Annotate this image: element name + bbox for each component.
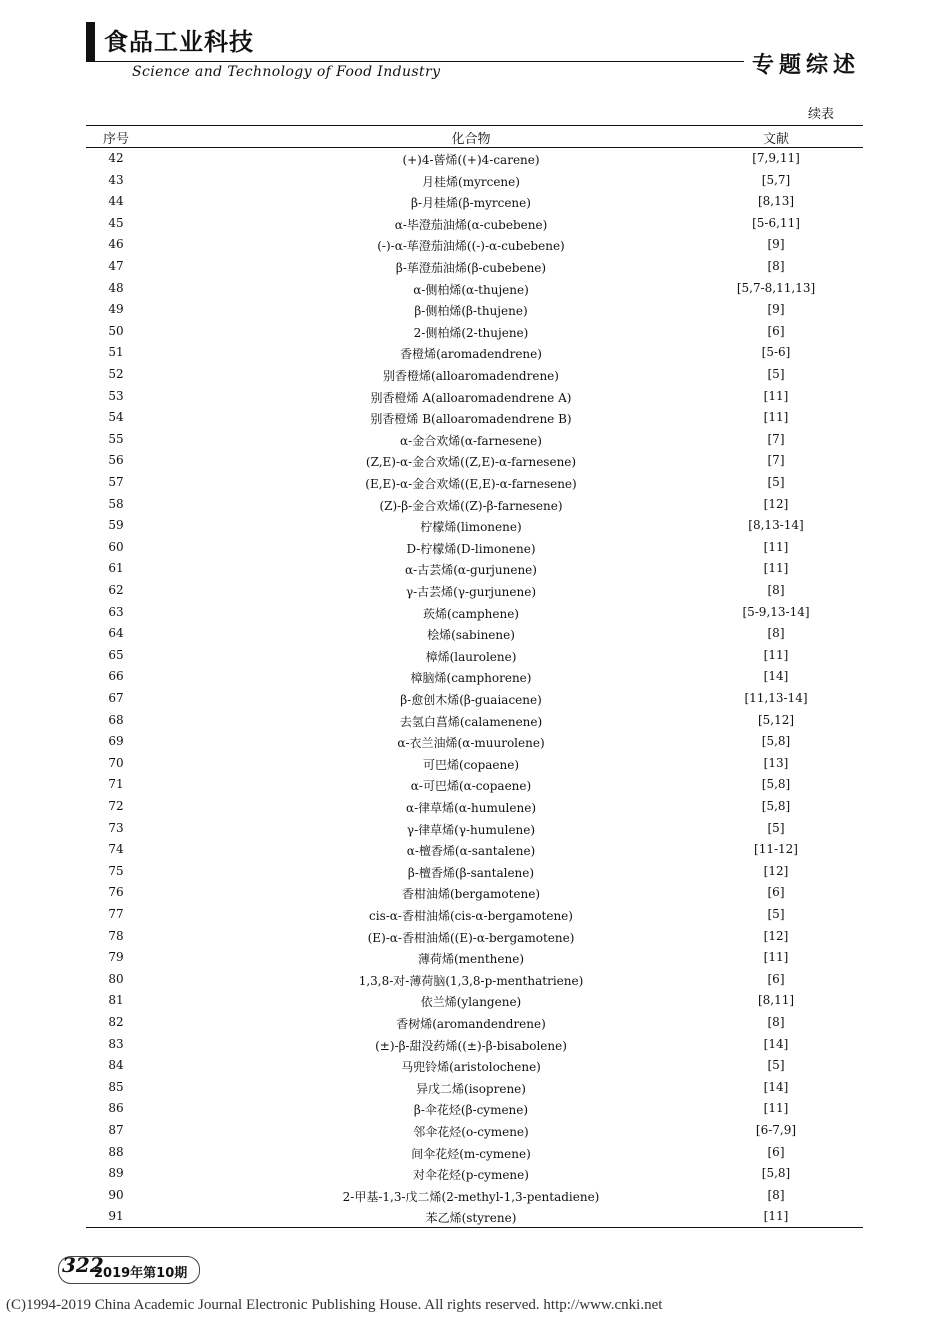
table-row <box>86 904 863 926</box>
table-row <box>86 256 863 278</box>
row-compound: 邻伞花烃(o-cymene) <box>413 1125 529 1139</box>
row-reference: [5,8] <box>761 777 791 792</box>
row-reference: [5,7-8,11,13] <box>736 280 816 295</box>
row-reference: [11-12] <box>754 842 798 857</box>
table-row <box>86 342 863 364</box>
row-compound: 樟脑烯(camphorene) <box>410 671 532 686</box>
table-row <box>86 839 863 861</box>
row-index: 67 <box>108 691 124 705</box>
row-compound: (±)-β-甜没药烯((±)-β-bisabolene) <box>375 1038 567 1053</box>
table-continued-label: 续表 <box>808 107 835 122</box>
table-row <box>86 191 863 213</box>
row-reference: [11] <box>763 539 789 554</box>
row-compound: 去氢白菖烯(calamenene) <box>399 714 543 729</box>
row-index: 65 <box>108 647 124 662</box>
row-compound: β-檀香烯(β-santalene) <box>407 865 535 880</box>
table-row <box>86 1077 863 1099</box>
row-index: 77 <box>108 907 124 921</box>
row-index: 43 <box>108 172 124 187</box>
row-index: 89 <box>108 1166 124 1181</box>
row-index: 45 <box>108 215 124 230</box>
row-reference: [14] <box>763 669 789 684</box>
row-index: 61 <box>108 561 124 576</box>
table-row <box>86 450 863 472</box>
row-index: 46 <box>108 237 124 252</box>
row-index: 59 <box>108 518 124 533</box>
row-index: 52 <box>108 367 124 381</box>
table-row <box>86 299 863 321</box>
table-row <box>86 926 863 948</box>
row-index: 47 <box>108 259 124 273</box>
row-reference: [8] <box>767 626 785 641</box>
header-bar <box>86 22 95 62</box>
table-row <box>86 386 863 408</box>
journal-title-cn: 食品工业科技 <box>104 27 254 56</box>
row-compound: 别香橙烯 B(alloaromadendrene B) <box>370 412 572 427</box>
row-compound: 别香橙烯(alloaromadendrene) <box>383 369 559 383</box>
table-row <box>86 666 863 688</box>
row-reference: [5] <box>767 367 785 381</box>
section-title: 专题综述 <box>752 52 861 78</box>
row-compound: α-毕澄茄油烯(α-cubebene) <box>394 217 548 232</box>
table-row <box>86 623 863 645</box>
table-row <box>86 278 863 300</box>
row-index: 50 <box>108 323 124 338</box>
table-row <box>86 1098 863 1120</box>
row-index: 64 <box>108 626 124 641</box>
row-index: 44 <box>108 194 124 209</box>
table-row <box>86 580 863 602</box>
row-reference: [5-9,13-14] <box>742 604 810 619</box>
row-reference: [5-6,11] <box>752 215 800 230</box>
table-row <box>86 494 863 516</box>
table-row <box>86 234 863 256</box>
row-reference: [6-7,9] <box>755 1123 797 1137</box>
row-compound: 樟烯(laurolene) <box>425 649 517 664</box>
table-row <box>86 861 863 883</box>
row-compound: β-侧柏烯(β-thujene) <box>414 304 528 319</box>
row-compound: 苯乙烯(styrene) <box>425 1211 517 1226</box>
row-reference: [5,7] <box>761 172 791 187</box>
row-reference: [6] <box>767 885 785 900</box>
row-compound: 桧烯(sabinene) <box>427 628 515 643</box>
row-index: 55 <box>108 431 124 446</box>
row-compound: (Z,E)-α-金合欢烯((Z,E)-α-farnesene) <box>365 455 577 470</box>
row-compound: γ-古芸烯(γ-gurjunene) <box>405 585 537 599</box>
row-reference: [5] <box>767 907 785 921</box>
table-row <box>86 796 863 818</box>
row-reference: [9] <box>767 302 785 317</box>
row-reference: [11] <box>763 1101 789 1116</box>
row-reference: [8,13-14] <box>748 518 804 533</box>
table-row <box>86 1142 863 1164</box>
table-row <box>86 818 863 840</box>
table-row <box>86 645 863 667</box>
row-compound: 2-甲基-1,3-戊二烯(2-methyl-1,3-pentadiene) <box>342 1189 600 1204</box>
row-compound: 异戊二烯(isoprene) <box>416 1081 526 1096</box>
row-reference: [12] <box>763 496 789 511</box>
table-row <box>86 688 863 710</box>
row-index: 81 <box>108 993 124 1008</box>
row-compound: 2-侧柏烯(2-thujene) <box>413 325 529 340</box>
row-index: 88 <box>108 1144 124 1159</box>
row-index: 42 <box>108 151 124 165</box>
row-reference: [5] <box>767 475 785 489</box>
copyright-notice: (C)1994-2019 China Academic Journal Electronic Publishing House. All rights reserved. http://www.cnki.net <box>6 1297 663 1313</box>
row-reference: [5-6] <box>761 345 791 360</box>
row-index: 75 <box>108 863 124 878</box>
table-bottom-rule <box>86 1227 863 1228</box>
table-row <box>86 148 863 170</box>
column-header-reference: 文献 <box>762 132 789 147</box>
row-reference: [11] <box>763 1209 789 1224</box>
row-reference: [11] <box>763 647 789 662</box>
table-row <box>86 321 863 343</box>
row-reference: [5,8] <box>761 734 791 749</box>
journal-title-en: Science and Technology of Food Industry <box>132 64 441 80</box>
row-compound: 别香橙烯 A(alloaromadendrene A) <box>370 390 572 405</box>
table-row <box>86 602 863 624</box>
row-compound: (Z)-β-金合欢烯((Z)-β-farnesene) <box>379 498 563 513</box>
row-index: 62 <box>108 583 124 597</box>
table-row <box>86 947 863 969</box>
row-reference: [12] <box>763 928 789 943</box>
row-reference: [8] <box>767 259 785 273</box>
table-row <box>86 170 863 192</box>
column-header-compound: 化合物 <box>451 132 491 147</box>
table-row <box>86 1034 863 1056</box>
table-row <box>86 515 863 537</box>
header-rule <box>86 61 744 62</box>
row-index: 48 <box>108 280 124 295</box>
row-index: 58 <box>108 496 124 511</box>
row-index: 49 <box>108 302 124 317</box>
row-index: 87 <box>108 1123 124 1137</box>
row-compound: α-金合欢烯(α-farnesene) <box>400 433 542 448</box>
row-compound: 间伞花烃(m-cymene) <box>411 1146 531 1161</box>
table-row <box>86 537 863 559</box>
row-compound: β-伞花烃(β-cymene) <box>413 1103 529 1118</box>
row-index: 72 <box>108 799 124 813</box>
row-compound: β-荜澄茄油烯(β-cubebene) <box>395 261 547 275</box>
row-compound: 香柑油烯(bergamotene) <box>401 887 541 902</box>
table-row <box>86 364 863 386</box>
row-reference: [13] <box>763 755 789 770</box>
row-reference: [6] <box>767 323 785 338</box>
row-reference: [8,13] <box>757 194 795 209</box>
table-row <box>86 710 863 732</box>
row-compound: (E)-α-香柑油烯((E)-α-bergamotene) <box>367 930 575 945</box>
row-index: 66 <box>108 669 124 684</box>
table-row <box>86 429 863 451</box>
row-index: 74 <box>108 842 124 857</box>
row-compound: β-月桂烯(β-myrcene) <box>411 196 531 211</box>
row-index: 84 <box>108 1058 124 1073</box>
row-compound: α-古芸烯(α-gurjunene) <box>405 563 537 578</box>
row-reference: [7,9,11] <box>752 151 800 165</box>
row-compound: 可巴烯(copaene) <box>422 757 520 772</box>
row-compound: 对伞花烃(p-cymene) <box>413 1168 529 1183</box>
table-row <box>86 753 863 775</box>
table-row <box>86 1055 863 1077</box>
row-compound: cis-α-香柑油烯(cis-α-bergamotene) <box>369 909 573 923</box>
row-index: 73 <box>108 820 124 835</box>
row-index: 86 <box>108 1101 124 1116</box>
row-index: 82 <box>108 1015 124 1029</box>
row-index: 63 <box>108 604 124 619</box>
table-row <box>86 731 863 753</box>
row-index: 54 <box>108 410 124 425</box>
row-index: 53 <box>108 388 124 403</box>
row-compound: D-柠檬烯(D-limonene) <box>406 541 536 556</box>
row-index: 70 <box>108 755 124 770</box>
row-compound: α-律草烯(α-humulene) <box>405 801 536 815</box>
row-reference: [8] <box>767 1015 785 1029</box>
row-reference: [5] <box>767 1058 785 1073</box>
row-reference: [14] <box>763 1079 789 1094</box>
row-index: 68 <box>108 712 124 727</box>
row-reference: [11] <box>763 388 789 403</box>
table-row <box>86 558 863 580</box>
row-reference: [11,13-14] <box>744 691 808 705</box>
row-compound: 香树烯(aromandendrene) <box>396 1017 546 1031</box>
table-row <box>86 969 863 991</box>
row-compound: 依兰烯(ylangene) <box>420 995 522 1010</box>
table-row <box>86 1185 863 1207</box>
row-index: 69 <box>108 734 124 749</box>
row-reference: [7] <box>767 453 785 468</box>
row-reference: [5] <box>767 820 785 835</box>
row-reference: [6] <box>767 1144 785 1159</box>
row-index: 83 <box>108 1036 124 1051</box>
row-compound: 薄荷烯(menthene) <box>417 952 525 967</box>
table-top-rule <box>86 125 863 126</box>
row-reference: [6] <box>767 971 785 986</box>
table-row <box>86 1206 863 1228</box>
row-index: 57 <box>108 475 124 489</box>
row-index: 85 <box>108 1079 124 1094</box>
row-reference: [14] <box>763 1036 789 1051</box>
issue-label: 2019年第10期 <box>94 1266 188 1281</box>
table-row <box>86 1163 863 1185</box>
row-reference: [9] <box>767 237 785 252</box>
row-compound: γ-律草烯(γ-humulene) <box>406 822 536 837</box>
row-compound: 月桂烯(myrcene) <box>422 174 520 189</box>
row-compound: α-可巴烯(α-copaene) <box>410 779 532 794</box>
row-index: 51 <box>108 345 124 360</box>
table-row <box>86 213 863 235</box>
row-reference: [5,8] <box>761 799 791 813</box>
row-index: 91 <box>108 1209 124 1224</box>
row-compound: 柠檬烯(limonene) <box>420 520 522 535</box>
row-reference: [7] <box>767 431 785 446</box>
row-reference: [12] <box>763 863 789 878</box>
row-index: 79 <box>108 950 124 965</box>
table-row <box>86 774 863 796</box>
row-reference: [5,8] <box>761 1166 791 1181</box>
row-compound: α-衣兰油烯(α-muurolene) <box>397 736 545 751</box>
row-reference: [8] <box>767 1187 785 1202</box>
table-row <box>86 472 863 494</box>
row-reference: [5,12] <box>757 712 795 727</box>
row-compound: 莰烯(camphene) <box>423 606 519 621</box>
row-reference: [11] <box>763 561 789 576</box>
table-row <box>86 1120 863 1142</box>
row-compound: (-)-α-荜澄茄油烯((-)-α-cubebene) <box>377 239 565 254</box>
table-row <box>86 407 863 429</box>
page-number: 322 <box>62 1253 104 1277</box>
row-compound: β-愈创木烯(β-guaiacene) <box>400 693 542 707</box>
row-index: 78 <box>108 928 124 943</box>
row-index: 71 <box>108 777 124 792</box>
table-row <box>86 882 863 904</box>
row-compound: 香橙烯(aromadendrene) <box>400 347 542 362</box>
row-compound: α-檀香烯(α-santalene) <box>406 844 536 859</box>
row-reference: [8,11] <box>757 993 795 1008</box>
table-row <box>86 1012 863 1034</box>
row-compound: α-侧柏烯(α-thujene) <box>413 282 529 297</box>
row-reference: [11] <box>763 410 789 425</box>
row-index: 90 <box>108 1187 124 1202</box>
row-reference: [8] <box>767 583 785 597</box>
row-compound: (E,E)-α-金合欢烯((E,E)-α-farnesene) <box>365 477 577 491</box>
row-compound: 1,3,8-对-薄荷脑(1,3,8-p-menthatriene) <box>358 973 584 988</box>
row-compound: 马兜铃烯(aristolochene) <box>401 1060 541 1075</box>
table-row <box>86 990 863 1012</box>
row-reference: [11] <box>763 950 789 965</box>
row-index: 76 <box>108 885 124 900</box>
row-compound: (+)4-蒈烯((+)4-carene) <box>402 153 540 167</box>
column-header-index: 序号 <box>102 132 129 147</box>
row-index: 60 <box>108 539 124 554</box>
row-index: 80 <box>108 971 124 986</box>
row-index: 56 <box>108 453 124 468</box>
